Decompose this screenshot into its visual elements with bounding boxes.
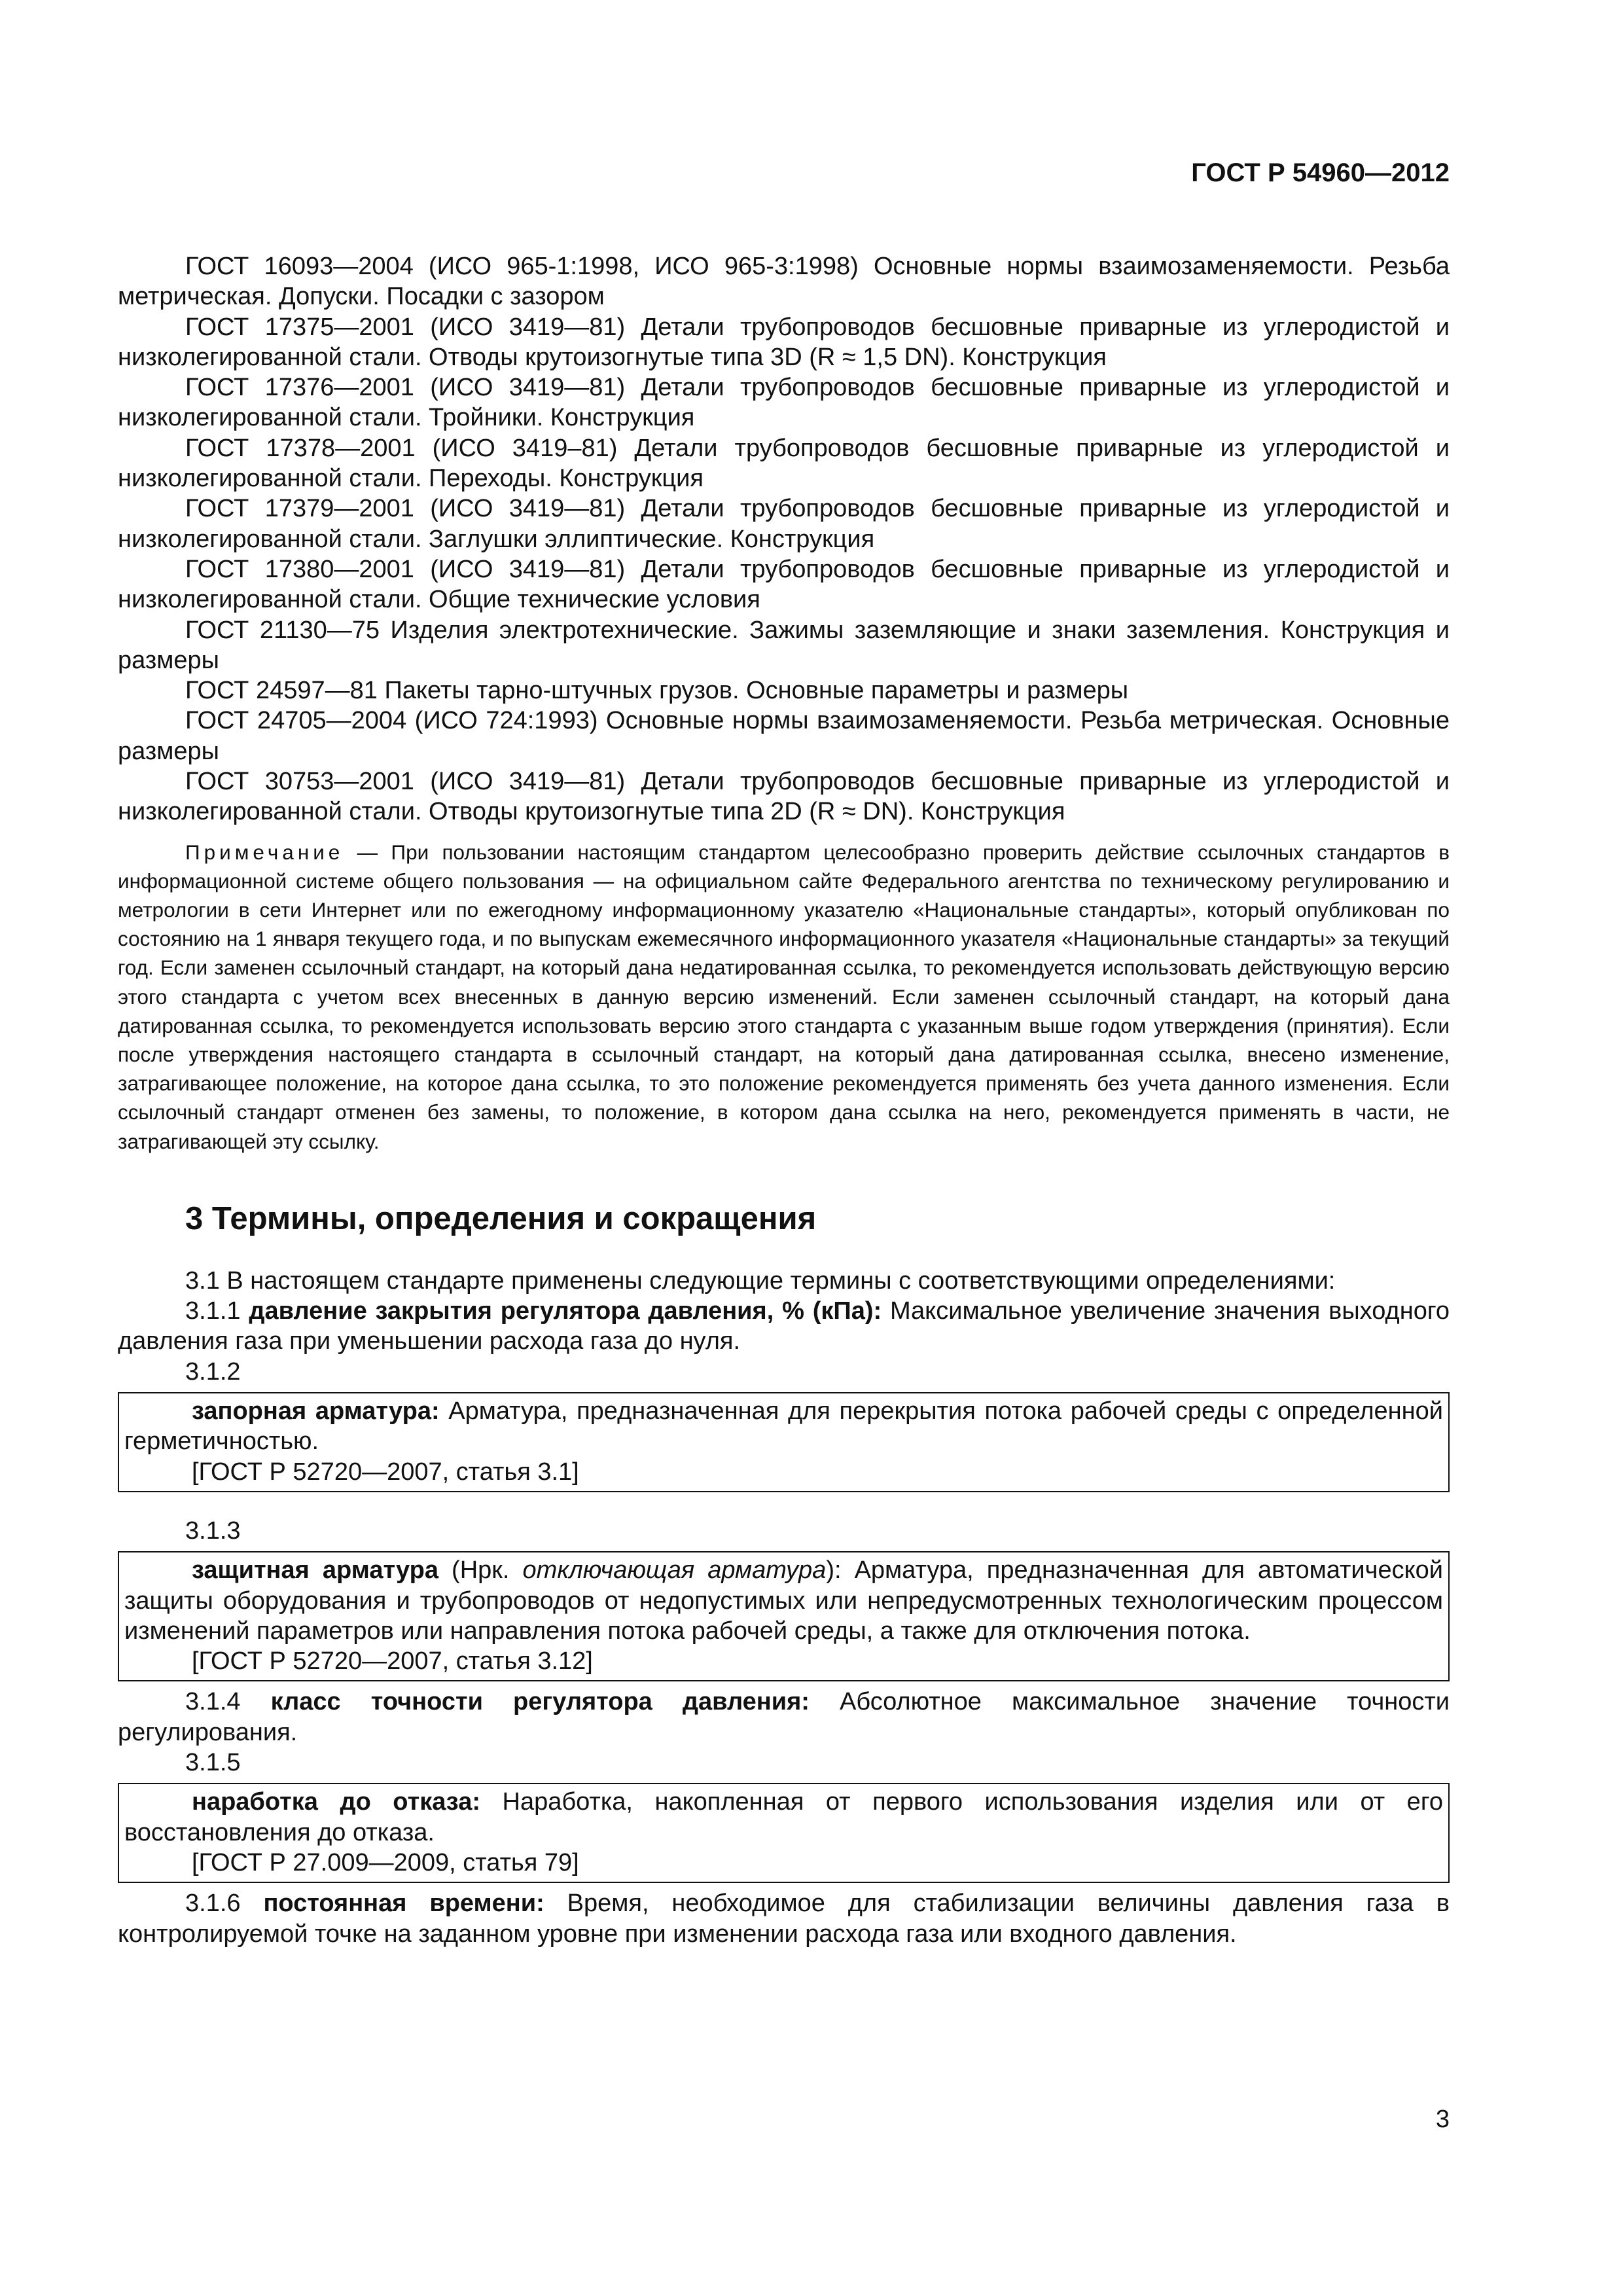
term-definition: Время, необходимое для стабилизации величины давления газа в контролируемой точке на заданном уровне при изменении расхода газа или входного давления.	[118, 1890, 1450, 1948]
document-header: ГОСТ Р 54960—2012	[1191, 158, 1450, 187]
term-number-3-1-3: 3.1.3	[185, 1516, 241, 1545]
term-box-3-1-5	[118, 1783, 1450, 1883]
term-box-3-1-2	[118, 1392, 1450, 1492]
term-box-3-1-3	[118, 1551, 1450, 1681]
terms-intro: 3.1 В настоящем стандарте применены следующие термины с соответствующими определениями:	[185, 1266, 1336, 1295]
reference-item: ГОСТ 17375—2001 (ИСО 3419—81) Детали трубопроводов бесшовные приварные из углеродистой и низколегированной стали. Отводы крутоизогнутые типа 3D (R ≈ 1,5 DN). Конструкция	[118, 313, 1450, 371]
page-number: 3	[1435, 2106, 1450, 2133]
term-3-1-4	[118, 1687, 1450, 1748]
term-name: наработка до отказа:	[192, 1788, 480, 1816]
term-name: давление закрытия регулятора давления, % (кПа):	[249, 1297, 882, 1325]
term-definition: Абсолютное максимальное значение точности регулирования.	[118, 1688, 1450, 1746]
term-name: постоянная времени:	[263, 1890, 544, 1918]
term-number: 3.1.1	[185, 1297, 241, 1325]
term-definition: ): Арматура, предназначенная для автоматической защиты оборудования и трубопроводов от недопустимых или непредусмотренных технологическим процессом изменений параметров или направления потока рабочей среды, а также для отключения потока.	[124, 1556, 1443, 1645]
term-definition: Наработка, накопленная от первого использования изделия или от его восстановления до отказа.	[124, 1788, 1443, 1846]
term-3-1-1	[118, 1296, 1450, 1357]
reference-item: ГОСТ 17380—2001 (ИСО 3419—81) Детали трубопроводов бесшовные приварные из углеродистой и низколегированной стали. Общие технические условия	[118, 555, 1450, 614]
reference-item: ГОСТ 17378—2001 (ИСО 3419–81) Детали трубопроводов бесшовные приварные из углеродистой и низколегированной стали. Переходы. Конструкция	[118, 434, 1450, 493]
term-source: [ГОСТ Р 52720—2007, статья 3.1]	[192, 1458, 579, 1486]
term-3-1-6	[118, 1888, 1450, 1949]
reference-item: ГОСТ 17379—2001 (ИСО 3419—81) Детали трубопроводов бесшовные приварные из углеродистой и низколегированной стали. Заглушки эллиптические. Конструкция	[118, 495, 1450, 553]
reference-item: ГОСТ 30753—2001 (ИСО 3419—81) Детали трубопроводов бесшовные приварные из углеродистой и низколегированной стали. Отводы крутоизогнутые типа 2D (R ≈ DN). Конструкция	[118, 768, 1450, 826]
term-pre: (Нрк.	[438, 1556, 523, 1585]
reference-item: ГОСТ 17376—2001 (ИСО 3419—81) Детали трубопроводов бесшовные приварные из углеродистой и низколегированной стали. Тройники. Конструкция	[118, 374, 1450, 432]
term-number-3-1-2: 3.1.2	[185, 1357, 241, 1386]
note-text: — При пользовании настоящим стандартом целесообразно проверить действие ссылочных стандартов в информационной системе общего пользования — на официальном сайте Федерального агентства по техническому регулированию и метрологии в сети Интернет или по ежегодному информационному указателю «Национальные стандарты», который опубликован по состоянию на 1 января текущего года, и по выпускам ежемесячного информационного указателя «Национальные стандарты» за текущий год. Если заменен ссылочный стандарт, на который дана недатированная ссылка, то рекомендуется использовать действующую версию этого стандарта с учетом всех внесенных в данную версию изменений. Если заменен ссылочный стандарт, на который дана датированная ссылка, то рекомендуется использовать версию этого стандарта с указанным выше годом утверждения (принятия). Если после утверждения настоящего стандарта в ссылочный стандарт, на который дана датированная ссылка, внесено изменение, затрагивающее положение, на которое дана ссылка, то это положение рекомендуется применять без учета данного изменения. Если ссылочный стандарт отменен без замены, то положение, в котором дана ссылка на него, рекомендуется применять в части, не затрагивающей эту ссылку.	[118, 840, 1450, 1153]
normative-references	[118, 251, 1450, 827]
section-title: 3 Термины, определения и сокращения	[185, 1200, 817, 1236]
term-number: 3.1.6	[185, 1890, 241, 1918]
note-label: Примечание	[185, 840, 344, 864]
term-alt-name: отключающая арматура	[522, 1556, 827, 1585]
term-source: [ГОСТ Р 27.009—2009, статья 79]	[192, 1848, 579, 1876]
term-number-3-1-5: 3.1.5	[185, 1749, 241, 1777]
term-definition: Максимальное увеличение значения выходного давления газа при уменьшении расхода газа до нуля.	[118, 1297, 1450, 1355]
term-source: [ГОСТ Р 52720—2007, статья 3.12]	[192, 1647, 593, 1676]
term-number: 3.1.4	[185, 1688, 241, 1716]
term-definition: Арматура, предназначенная для перекрытия потока рабочей среды с определенной герметичностью.	[124, 1397, 1443, 1456]
reference-item: ГОСТ 24597—81 Пакеты тарно-штучных грузов. Основные параметры и размеры	[185, 677, 1129, 705]
reference-item: ГОСТ 16093—2004 (ИСО 965-1:1998, ИСО 965-3:1998) Основные нормы взаимозаменяемости. Резьба метрическая. Допуски. Посадки с зазором	[118, 253, 1450, 311]
reference-item: ГОСТ 21130—75 Изделия электротехнические. Зажимы заземляющие и знаки заземления. Конструкция и размеры	[118, 616, 1450, 674]
term-name: класс точности регулятора давления:	[270, 1688, 810, 1716]
note-paragraph	[118, 838, 1450, 1156]
term-name: запорная арматура:	[192, 1397, 440, 1426]
term-name: защитная арматура	[192, 1556, 438, 1585]
reference-item: ГОСТ 24705—2004 (ИСО 724:1993) Основные нормы взаимозаменяемости. Резьба метрическая. Основные размеры	[118, 707, 1450, 765]
